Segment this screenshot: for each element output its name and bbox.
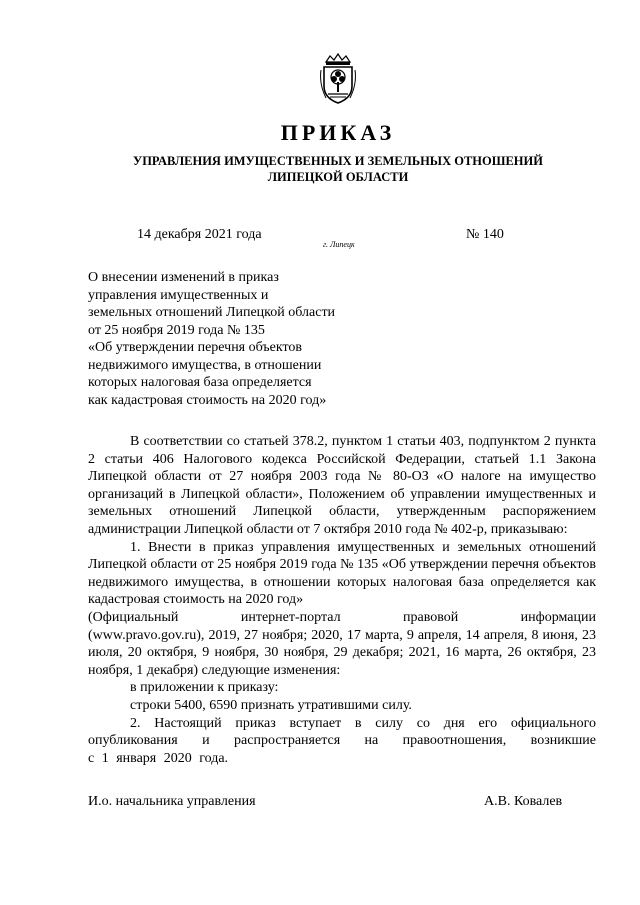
- rows-line: строки 5400, 6590 признать утратившими силу.: [130, 697, 412, 713]
- subject-line: недвижимого имущества, в отношении: [88, 357, 322, 373]
- source-word: (Официальный: [88, 609, 179, 625]
- source-word: информации: [520, 609, 596, 625]
- document-title: ПРИКАЗ: [280, 120, 396, 145]
- item-1-source-line: [88, 609, 596, 627]
- item-2-last-line: с 1 января 2020 года.: [88, 750, 229, 766]
- item-1-paragraph: 1. Внести в приказ управления имущественных и земельных отношений Липецкой области от 25 ноября 2019 года № 135 «Об утверждении перечня объектов недвижимого имущества, в отношении которых налоговая база определяется как кадастровая стоимость на 2020 год»: [88, 539, 596, 608]
- subject-line: земельных отношений Липецкой области: [88, 305, 336, 320]
- subject-line: «Об утверждении перечня объектов: [88, 340, 303, 355]
- signatory-position: И.о. начальника управления: [88, 794, 256, 809]
- source-word: правовой: [403, 609, 459, 625]
- source-word: интернет-портал: [240, 609, 341, 625]
- document-subject: [88, 269, 408, 409]
- preamble-paragraph: В соответствии со статьей 378.2, пунктом 1 статьи 403, подпунктом 2 пункта 2 статьи 406 Налогового кодекса Российской Федерации, статьей 1.1 Закона Липецкой области от 27 ноября 2003 года № 80-ОЗ «О налоге на имущество организаций в Липецкой области», Положением об управлении имущественных и земельных отношений Липецкой области, утвержденным распоряжением администрации Липецкой области от 7 октября 2010 года № 402-р, приказываю:: [88, 434, 596, 537]
- annex-line: в приложении к приказу:: [130, 680, 279, 696]
- item-2-paragraph: 2. Настоящий приказ вступает в силу со дня его официального опубликования и распространяется на правоотношения, возникшие: [88, 715, 596, 749]
- issuer-name: [0, 153, 640, 185]
- item-1-publications: (www.pravo.gov.ru), 2019, 27 ноября; 2020, 17 марта, 9 апреля, 14 апреля, 8 июня, 23 июля, 20 октября, 9 ноября, 30 ноября, 29 декабря; 2021, 16 марта, 26 октября, 23 ноября, 1 декабря) следующие изменения:: [88, 627, 596, 678]
- subject-line: которых налоговая база определяется: [88, 375, 312, 390]
- subject-line: управления имущественных и: [88, 287, 269, 303]
- subject-line: как кадастровая стоимость на 2020 год»: [88, 392, 327, 408]
- subject-line: от 25 ноября 2019 года № 135: [88, 322, 265, 338]
- document-number: № 140: [466, 227, 504, 242]
- document-date: 14 декабря 2021 года: [137, 227, 262, 242]
- document-body: [88, 433, 596, 767]
- document-city: г. Липецк: [323, 240, 355, 249]
- signatory-name: А.В. Ковалев: [484, 794, 563, 809]
- issuer-line-2: ЛИПЕЦКОЙ ОБЛАСТИ: [267, 170, 409, 184]
- subject-line: О внесении изменений в приказ: [88, 270, 279, 285]
- issuer-line-1: УПРАВЛЕНИЯ ИМУЩЕСТВЕННЫХ И ЗЕМЕЛЬНЫХ ОТНОШЕНИЙ: [133, 154, 543, 168]
- coat-of-arms-icon: [318, 52, 358, 106]
